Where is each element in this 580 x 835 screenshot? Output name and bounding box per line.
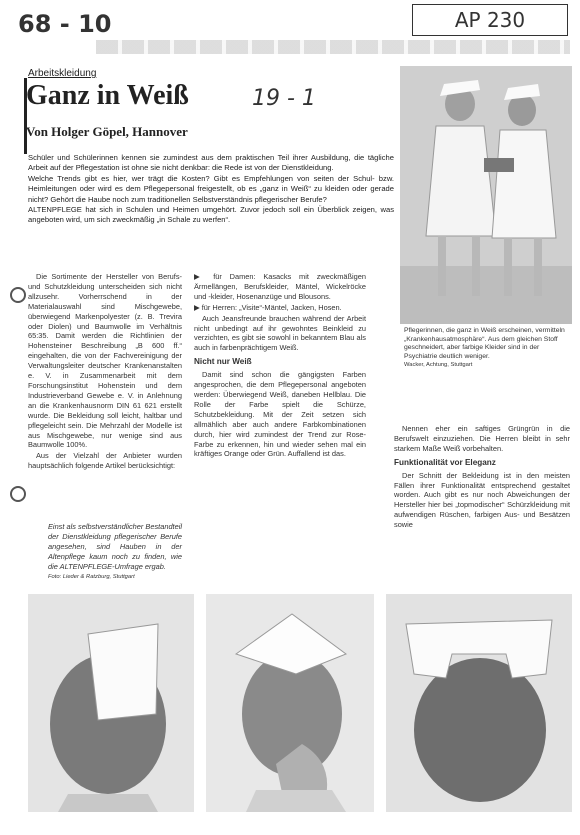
body-paragraph: Nennen eher ein saftiges Grüngrün in die Berufswelt einzuziehen. Die Herren bleibt in sehr starkem Maße Weiß vorbehalten. [394, 424, 570, 453]
caption-credit: Wacker, Achtung, Stuttgart [404, 362, 473, 369]
article-column-3 [394, 424, 570, 531]
list-item-damen: ▶ für Damen: Kasacks mit zweckmäßigen Ärmellängen, Berufskleider, Mäntel, Wickelröcke und -kleider, Hosenanzüge und Blousons. [194, 272, 366, 301]
lead-paragraph: ALTENPFLEGE hat sich in Schulen und Heimen umgehört. Zuvor jedoch soll ein Überblick zeigen, was angeboten wird, um sich zweckmäßig „in Schale zu werfen“. [28, 205, 394, 225]
body-paragraph: Damit sind schon die gängigsten Farben angesprochen, die dem Pflegepersonal angeboten werden: Überwiegend Weiß, daneben Hellblau. Die Rolle der Farbe spielt die Schürze, Schutzbekleidung. Mit der Zeit setzen sich allmählich aber auch andere Farbkombinationen durch, hier wird zumindest der Trend zur Rose-Farbe zu erkennen, hin und wieder sehen mal ein kräftiges Orange oder Grün. Auffallend ist das. [194, 370, 366, 459]
article-column-1 [28, 272, 182, 472]
cap-photo-1 [28, 594, 194, 812]
binder-hole [10, 287, 26, 303]
body-paragraph: Aus der Vielzahl der Anbieter wurden hauptsächlich folgende Artikel berücksichtigt: [28, 451, 182, 471]
article-byline: Von Holger Göpel, Hannover [26, 124, 188, 139]
haube-credit: Foto: Lieder & Ratzburg, Stuttgart [48, 573, 135, 580]
list-item-herren: ▶ für Herren: „Visite“-Mäntel, Jacken, Hosen. [194, 302, 342, 312]
article-lead [28, 153, 394, 226]
handwritten-archive-stamp: AP 230 [412, 4, 568, 36]
subheading-funktionalitaet: Funktionalität vor Eleganz [394, 457, 496, 467]
cap-photo-2 [206, 594, 374, 812]
body-paragraph: Die Sortimente der Hersteller von Berufs- und Schutzkleidung unterscheiden sich nicht allzusehr. Vorherrschend in der Materialauswahl sind Mischgewebe, überwiegend Markenpolyester (z. B. Trevira oder Diolen) und Baumwolle im Verhältnis 65:35. Damit werden die Richtlinien der Hohensteiner Beschreibung „B 600 ff.“ eingehalten, die von der Fachvereinigung der Verwaltungsleiter deutscher Krankenanstalten e. V. in Zusammenarbeit mit dem Forschungsinstitut Hohenstein und dem Industrieverband Gewebe e. V. in Anlehnung an die Krankenhausnorm DIN 61 621 erstellt wurde. Die Bekleidung soll leicht, haltbar und pflegeleicht sein. Die Mehrzahl der Modelle ist aus Mischgewebe, nur wenige sind aus Baumwolle 100%. [28, 272, 182, 450]
nurses-illustration [400, 66, 572, 324]
subheading-nicht-nur-weiss: Nicht nur Weiß [194, 357, 252, 367]
cap-illustration [28, 594, 194, 812]
article-title: Ganz in Weiß [26, 80, 189, 111]
cap-illustration [206, 594, 374, 812]
handwritten-page-number: 68 - 10 [18, 10, 112, 38]
cap-illustration [386, 594, 572, 812]
haube-caption-text: Einst als selbstverständlicher Bestandteil der Dienstkleidung pflegerischer Berufe angesehen, sind Hauben in der Altenpflege kaum noch zu finden, wie die ALTENPFLEGE-Umfrage ergab. [48, 522, 182, 571]
caption-text: Pflegerinnen, die ganz in Weiß erscheinen, vermitteln „Krankenhausatmosphäre“. Aus dem gleichen Stoff geschneidert, aber farbige Kleider sind in der Psychiatrie deutlich weniger. [404, 327, 565, 360]
body-paragraph: Der Schnitt der Bekleidung ist in den meisten Fällen ihrer Funktionalität entsprechend gestaltet worden. Auch gibt es nur noch Abweichungen der Hersteller hier bei „topmodischer“ Schürzkleidung mit aufwendigen Rüschen, farbigen Aus- und Besätzen sowie [394, 470, 570, 530]
section-kicker: Arbeitskleidung [28, 68, 97, 79]
handwritten-title-mark: 19 - 1 [252, 86, 316, 111]
nurses-photo [400, 66, 572, 324]
body-paragraph: Auch Jeansfreunde brauchen während der Arbeit nicht unbedingt auf ihr gewohntes Beinkleid zu verzichten, es gibt sie sowohl in bekanntem Blau als auch in farbenprächtigem Weiß. [194, 313, 366, 353]
lead-paragraph: Welche Trends gibt es hier, wer trägt die Kosten? Gibt es Empfehlungen von seiten der Schul- bzw. Heimleitungen oder wird es dem Pflegepersonal freigestellt, ob es „ganz in Weiß“ zu kleiden oder gerade nicht? Gehört die Haube noch zum traditionellen Selbstverständnis pflegerischer Berufe? [28, 173, 394, 204]
header-band [96, 40, 570, 54]
binder-hole [10, 486, 26, 502]
lead-paragraph: Schüler und Schülerinnen kennen sie zumindest aus dem praktischen Teil ihrer Ausbildung, die tägliche Arbeit auf der Pflegestation ist ohne sie nicht denkbar: die Rede ist von der Dienstkleidung. [28, 153, 394, 173]
haube-caption [48, 522, 182, 582]
photo-caption [404, 327, 572, 370]
article-column-2 [194, 272, 366, 460]
cap-photo-3 [386, 594, 572, 812]
